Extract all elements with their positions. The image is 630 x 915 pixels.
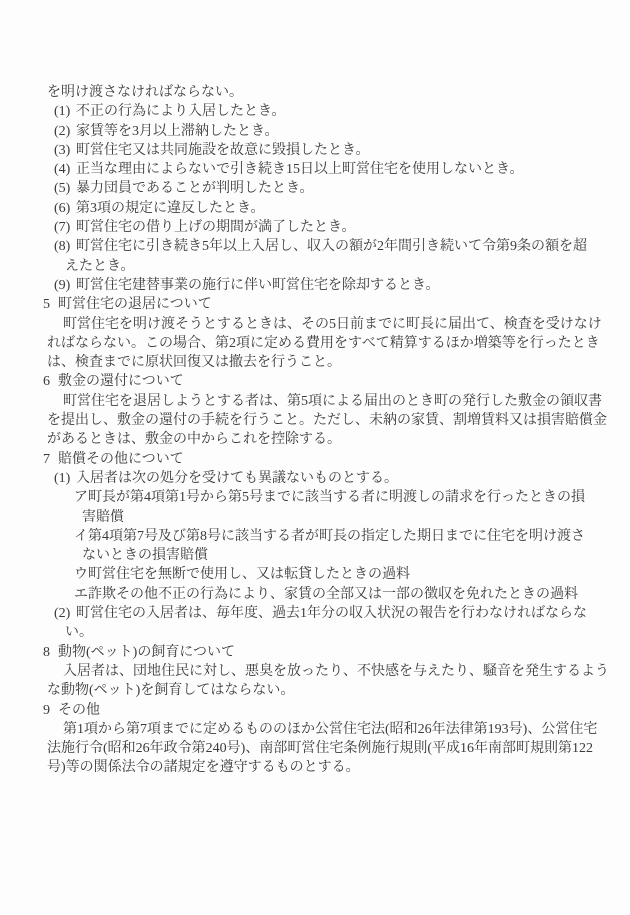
line-marker: イ <box>74 528 88 544</box>
text-line <box>0 508 630 527</box>
line-text: 法施行令(昭和26年政令第240号)、南部町営住宅条例施行規則(平成16年南部町規則第122 <box>47 741 593 757</box>
line-text: ればならない。この場合、第2項に定める費用をすべて精算するほか増築等を行ったとき <box>47 335 600 351</box>
line-marker: エ <box>74 586 88 602</box>
line-marker: 5 <box>43 297 50 313</box>
line-text: 賠償その他について <box>58 451 184 467</box>
line-text: ないときの損害賠償 <box>82 548 208 564</box>
line-marker: 8 <box>43 644 50 660</box>
text-line <box>0 430 630 449</box>
text-line <box>0 488 630 507</box>
text-line <box>0 257 630 276</box>
line-text: い。 <box>65 625 93 641</box>
text-line <box>0 334 630 353</box>
text-line <box>0 469 630 488</box>
text-line <box>0 643 630 662</box>
line-text: 詐欺その他不正の行為により、家賃の全部又は一部の徴収を免れたときの過料 <box>88 586 578 602</box>
line-marker: ア <box>74 490 88 506</box>
line-marker: ウ <box>74 567 88 583</box>
line-marker: (8) <box>54 239 71 255</box>
line-text: 敷金の還付について <box>58 374 184 390</box>
text-line <box>0 527 630 546</box>
text-line <box>0 372 630 391</box>
line-marker: (1) <box>54 470 71 486</box>
text-line <box>0 681 630 700</box>
line-text: 町営住宅又は共同施設を故意に毀損したとき。 <box>76 142 370 158</box>
text-line <box>0 315 630 334</box>
line-text: 第3項の規定に違反したとき。 <box>76 200 265 216</box>
line-text: 町営住宅の入居者は、毎年度、過去1年分の収入状況の報告を行わなければならな <box>76 606 587 622</box>
line-text: 町長が第4項第1号から第5号までに該当する者に明渡しの請求を行ったときの損 <box>88 490 585 506</box>
text-line <box>0 102 630 121</box>
line-text: 第4項第7号及び第8号に該当する者が町長の指定した期日までに住宅を明け渡さ <box>88 528 585 544</box>
line-marker: (2) <box>54 123 71 139</box>
text-line <box>0 623 630 642</box>
line-marker: (6) <box>54 200 71 216</box>
line-text: を明け渡さなければならない。 <box>47 85 243 100</box>
line-marker: (7) <box>54 220 71 236</box>
line-text: 町営住宅を明け渡そうとするときは、その5日前までに町長に届出て、検査を受けなけ <box>63 316 602 332</box>
line-text: 害賠償 <box>82 509 124 525</box>
text-line <box>0 585 630 604</box>
text-line <box>0 546 630 565</box>
line-text: 入居者は次の処分を受けても異議ないものとする。 <box>76 470 398 486</box>
line-text: は、検査までに原状回復又は撤去を行うこと。 <box>47 355 341 371</box>
line-marker: (3) <box>54 142 71 158</box>
line-text: 町営住宅に引き続き5年以上入居し、収入の額が2年間引き続いて令第9条の額を超 <box>76 239 587 255</box>
line-text: 号)等の関係法令の諸規定を遵守するものとする。 <box>47 760 360 776</box>
line-text: その他 <box>58 702 100 718</box>
text-line <box>0 295 630 314</box>
line-text: 不正の行為により入居したとき。 <box>76 104 286 120</box>
text-line <box>0 720 630 739</box>
text-line <box>0 392 630 411</box>
line-marker: 9 <box>43 702 50 718</box>
line-text: な動物(ペット)を飼育してはならない。 <box>47 683 295 699</box>
line-text: 町営住宅の退居について <box>58 297 212 313</box>
text-line <box>0 450 630 469</box>
line-text: えたとき。 <box>65 258 135 274</box>
line-text: 動物(ペット)の飼育について <box>58 644 236 660</box>
text-line <box>0 353 630 372</box>
line-text: 家賃等を3月以上滞納したとき。 <box>76 123 279 139</box>
text-line <box>0 160 630 179</box>
text-line <box>0 218 630 237</box>
text-line <box>0 199 630 218</box>
line-marker: (5) <box>54 181 71 197</box>
text-line <box>0 141 630 160</box>
text-line <box>0 122 630 141</box>
line-text: 町営住宅を退居しようとする者は、第5項による届出のとき町の発行した敷金の領収書 <box>63 393 602 409</box>
line-marker: (2) <box>54 606 71 622</box>
line-text: 町営住宅の借り上げの期間が満了したとき。 <box>76 220 356 236</box>
text-line <box>0 565 630 584</box>
text-line <box>0 411 630 430</box>
line-marker: (4) <box>54 162 71 178</box>
line-text: 入居者は、団地住民に対し、悪臭を放ったり、不快感を与えたり、騒音を発生するよう <box>63 663 609 679</box>
line-marker: 7 <box>43 451 50 467</box>
line-marker: (9) <box>54 277 71 293</box>
text-line <box>0 276 630 295</box>
line-text: 暴力団員であることが判明したとき。 <box>76 181 314 197</box>
text-line <box>0 662 630 681</box>
line-marker: (1) <box>54 104 71 120</box>
text-line <box>0 739 630 758</box>
text-line <box>0 758 630 777</box>
text-line <box>0 179 630 198</box>
line-text: があるときは、敷金の中からこれを控除する。 <box>47 432 341 448</box>
text-line <box>0 83 630 102</box>
text-line <box>0 604 630 623</box>
line-text: 町営住宅建替事業の施行に伴い町営住宅を除却するとき。 <box>76 277 440 293</box>
line-text: 正当な理由によらないで引き続き15日以上町営住宅を使用しないとき。 <box>76 162 524 178</box>
text-line <box>0 237 630 256</box>
line-marker: 6 <box>43 374 50 390</box>
line-text: 町営住宅を無断で使用し、又は転貸したときの過料 <box>88 567 410 583</box>
line-text: を提出し、敷金の還付の手続を行うこと。ただし、未納の家賃、割増賃料又は損害賠償金 <box>47 413 607 429</box>
text-line <box>0 701 630 720</box>
line-text: 第1項から第7項までに定めるもののほか公営住宅法(昭和26年法律第193号)、公営住宅 <box>63 721 598 737</box>
